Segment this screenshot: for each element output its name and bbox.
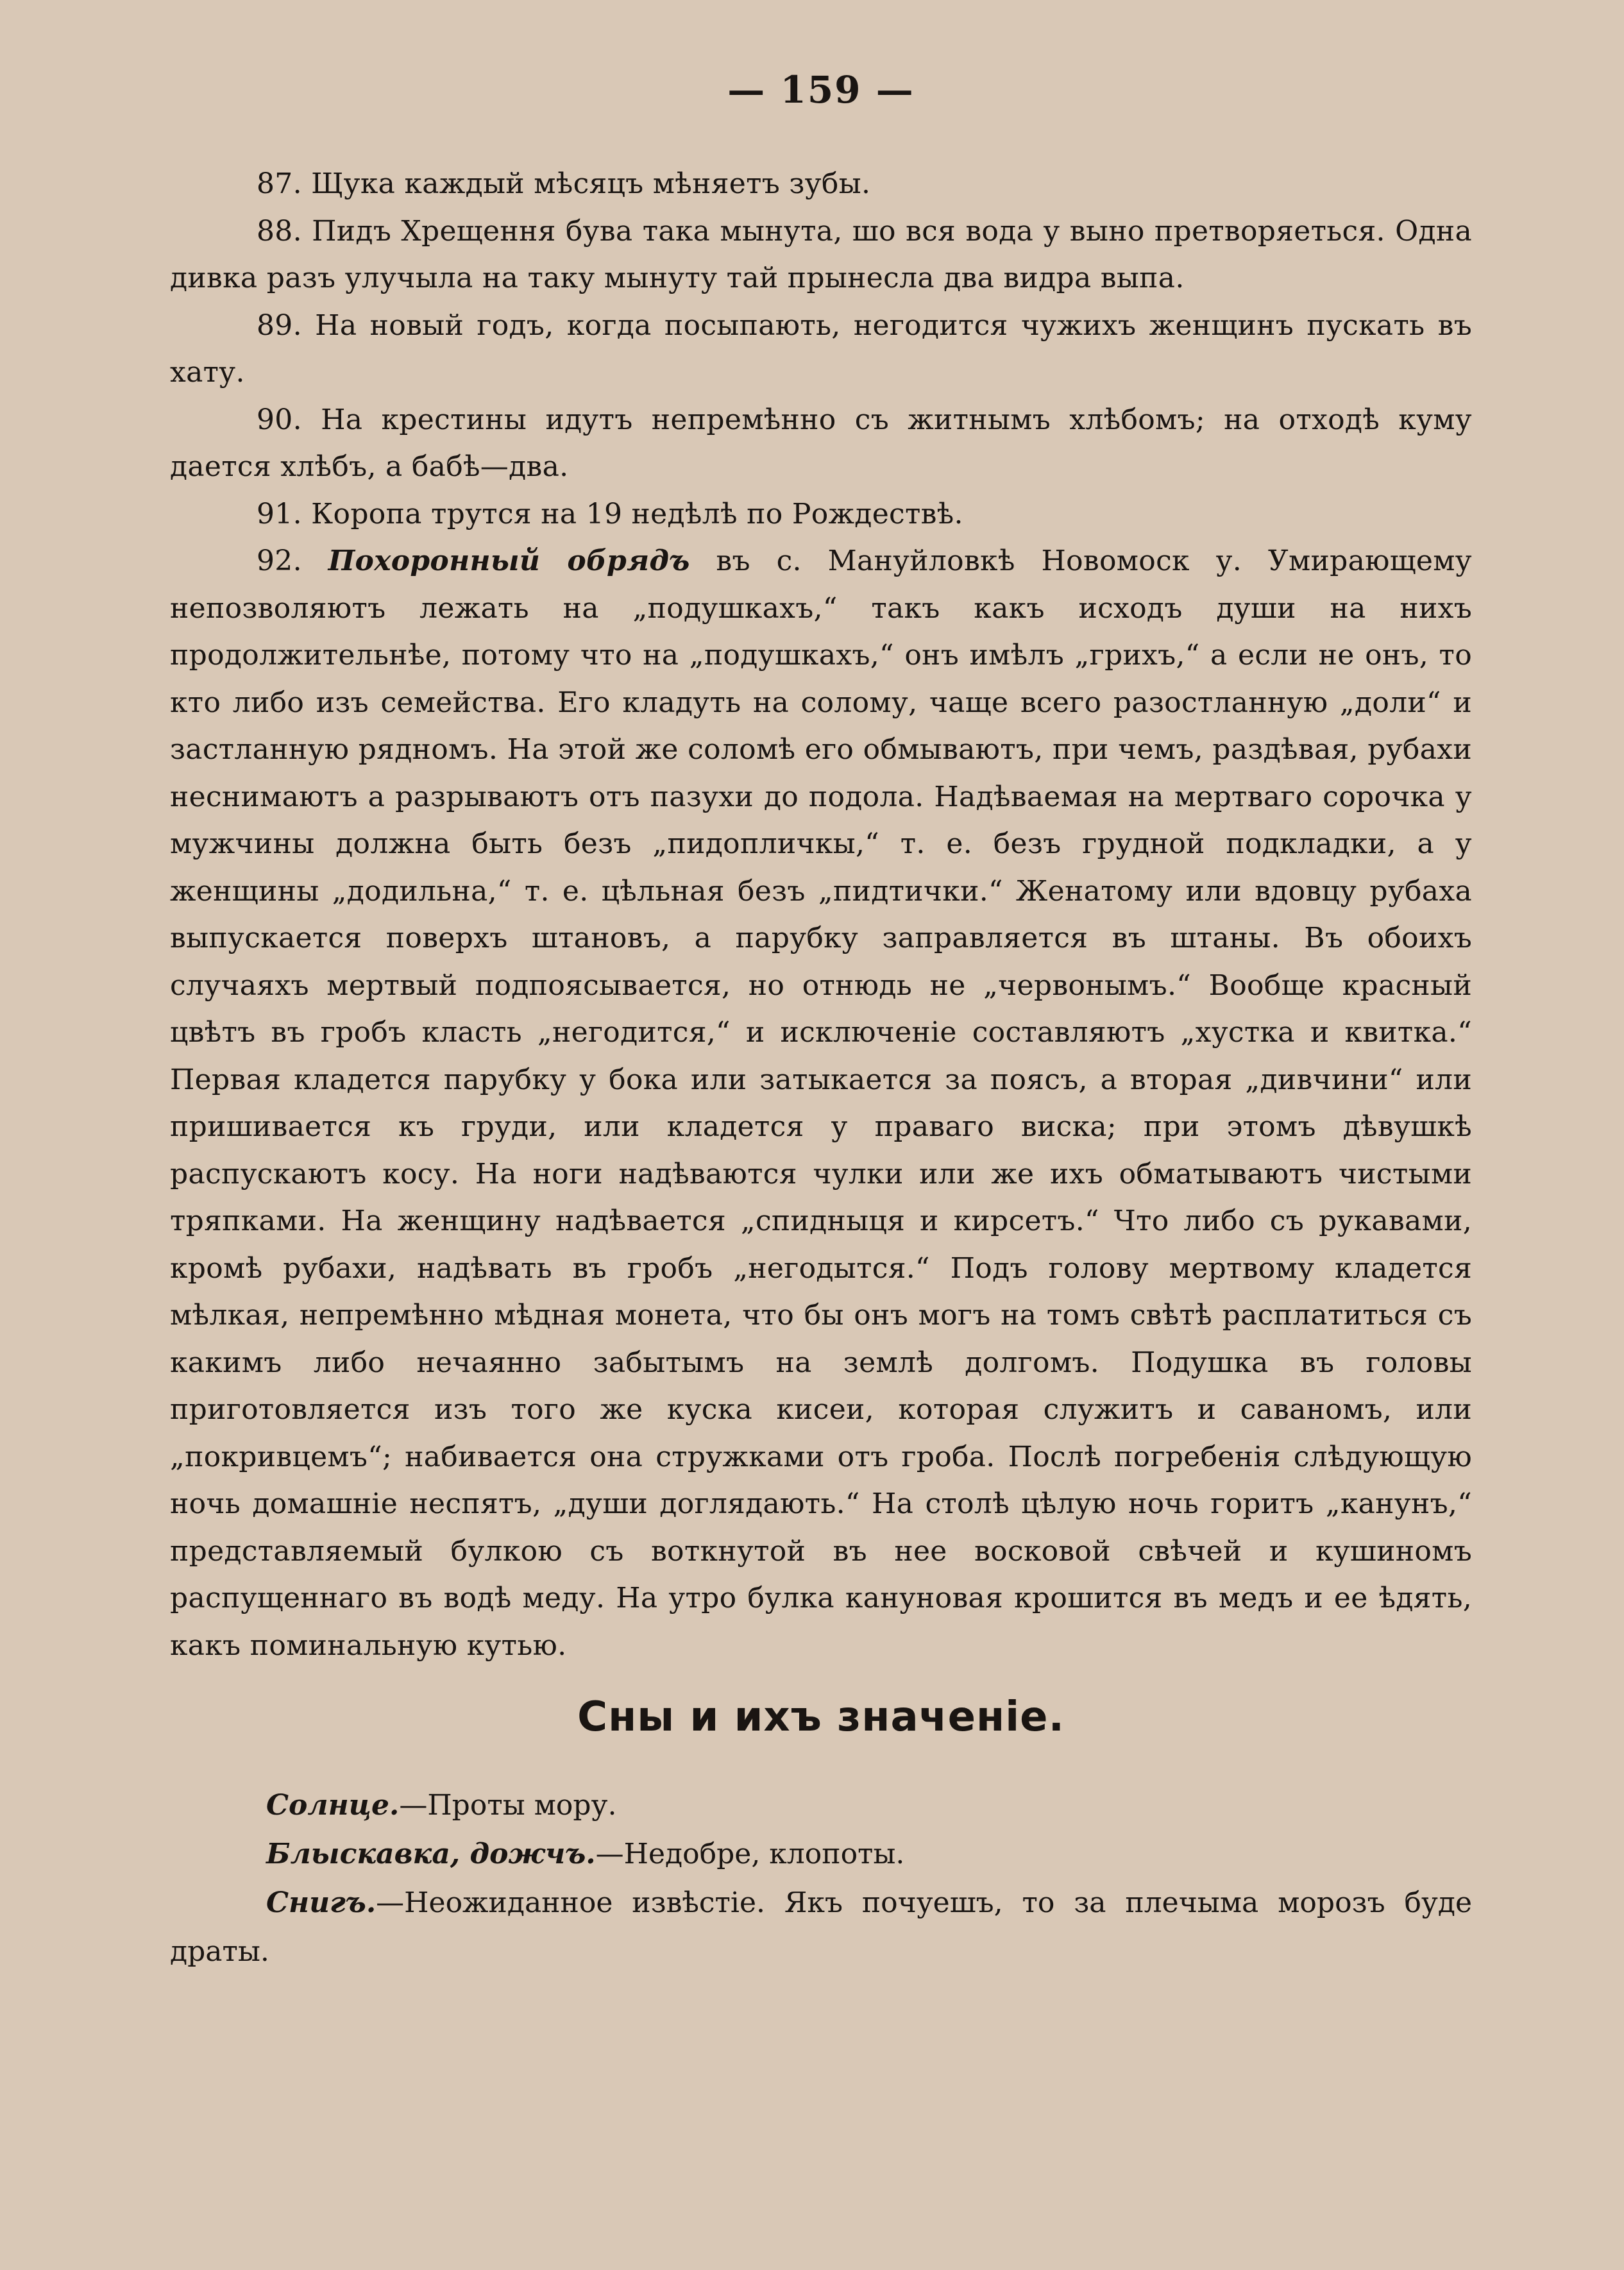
list-item xyxy=(170,396,1472,491)
page-number: — 159 — xyxy=(727,68,915,112)
item-number: 91. xyxy=(257,497,302,530)
item-italic-title: Похоронный обрядъ xyxy=(328,545,690,577)
dream-entry xyxy=(170,1830,1472,1879)
list-item xyxy=(170,302,1472,396)
dream-entry xyxy=(170,1879,1472,1976)
dream-term: Снигъ. xyxy=(266,1886,376,1919)
dream-term: Солнце. xyxy=(266,1789,400,1822)
item-text: На крестины идутъ непремѣнно съ житнымъ хлѣбомъ; на отходѣ куму дается хлѣбъ, а бабѣ—два. xyxy=(170,403,1472,483)
list-item xyxy=(170,208,1472,302)
item-number: 92. xyxy=(257,545,302,577)
item-text: Пидъ Хрещення бува така мынута, шо вся вода у выно претворяеться. Одна дивка разъ улучыла на таку мынуту тай прынесла два видра выпа. xyxy=(170,214,1472,294)
item-text: Коропа трутся на 19 недѣлѣ по Рождествѣ. xyxy=(311,497,963,530)
item-text: въ с. Мануйловкѣ Новомоск у. Умирающему непозволяютъ лежать на „подушкахъ,“ такъ какъ исходъ души на нихъ продолжительнѣе, потому что на „подушкахъ,“ онъ имѣлъ „грихъ,“ а если не онъ, то кто либо изъ семейства. Его кладуть на солому, чаще всего разостланную „доли“ и застланную рядномъ. На этой же соломѣ его обмываютъ, при чемъ, раздѣвая, рубахи неснимаютъ а разрываютъ отъ пазухи до подола. Надѣваемая на мертваго сорочка у мужчины должна быть безъ „пидопличкы,“ т. е. безъ грудной подкладки, а у женщины „додильна,“ т. е. цѣльная безъ „пидтички.“ Женатому или вдовцу рубаха выпускается поверхъ штановъ, а парубку заправляется въ штаны. Въ обоихъ случаяхъ мертвый подпоясывается, но отнюдь не „червонымъ.“ Вообще красный цвѣтъ въ гробъ класть „негодится,“ и исключеніе составляютъ „хустка и квитка.“ Первая кладется парубку у бока или затыкается за поясъ, а вторая „дивчини“ или пришивается къ груди, или кладется у праваго виска; при этомъ дѣвушкѣ распускаютъ косу. На ноги надѣваются чулки или же ихъ обматываютъ чистыми тряпками. На женщину надѣвается „спидныця и кирсетъ.“ Что либо съ рукавами, кромѣ рубахи, надѣвать въ гробъ „негодытся.“ Подъ голову мертвому кладется мѣлкая, непремѣнно мѣдная монета, что бы онъ могъ на томъ свѣтѣ расплатиться съ какимъ либо нечаянно забытымъ на землѣ долгомъ. Подушка въ головы приготовляется изъ того же куска кисеи, которая служитъ и саваномъ, или „покривцемъ“; набивается она стружками отъ гроба. Послѣ погребенія слѣдующую ночь домашніе неспятъ, „души доглядають.“ На столѣ цѣлую ночь горитъ „канунъ,“ представляемый булкою съ воткнутой въ нее восковой свѣчей и кушиномъ распущеннаго въ водѣ меду. На утро булка кануновая крошится въ медъ и ее ѣдять, какъ поминальную кутью. xyxy=(170,545,1472,1662)
item-number: 90. xyxy=(257,403,302,436)
dream-meaning: —Недобре, клопоты. xyxy=(595,1838,905,1870)
list-item xyxy=(170,491,1472,538)
item-number: 87. xyxy=(257,167,302,200)
dream-entry xyxy=(170,1781,1472,1830)
item-number: 89. xyxy=(257,309,302,342)
dream-meaning: —Неожиданное извѣстіе. Якъ почуешъ, то за плечыма морозъ буде драты. xyxy=(170,1886,1472,1968)
item-number: 88. xyxy=(257,214,302,248)
section-title: Сны и ихъ значеніе. xyxy=(577,1693,1065,1741)
list-item xyxy=(170,160,1472,208)
item-text: На новый годъ, когда посыпають, негодится чужихъ женщинъ пускать въ хату. xyxy=(170,309,1472,389)
item-text: Щука каждый мѣсяцъ мѣняетъ зубы. xyxy=(311,167,871,200)
dream-meaning: —Проты мору. xyxy=(399,1789,617,1822)
dream-term: Блыскавка, дожчъ. xyxy=(266,1838,596,1870)
document-page xyxy=(170,64,1472,1976)
list-item xyxy=(170,538,1472,1669)
